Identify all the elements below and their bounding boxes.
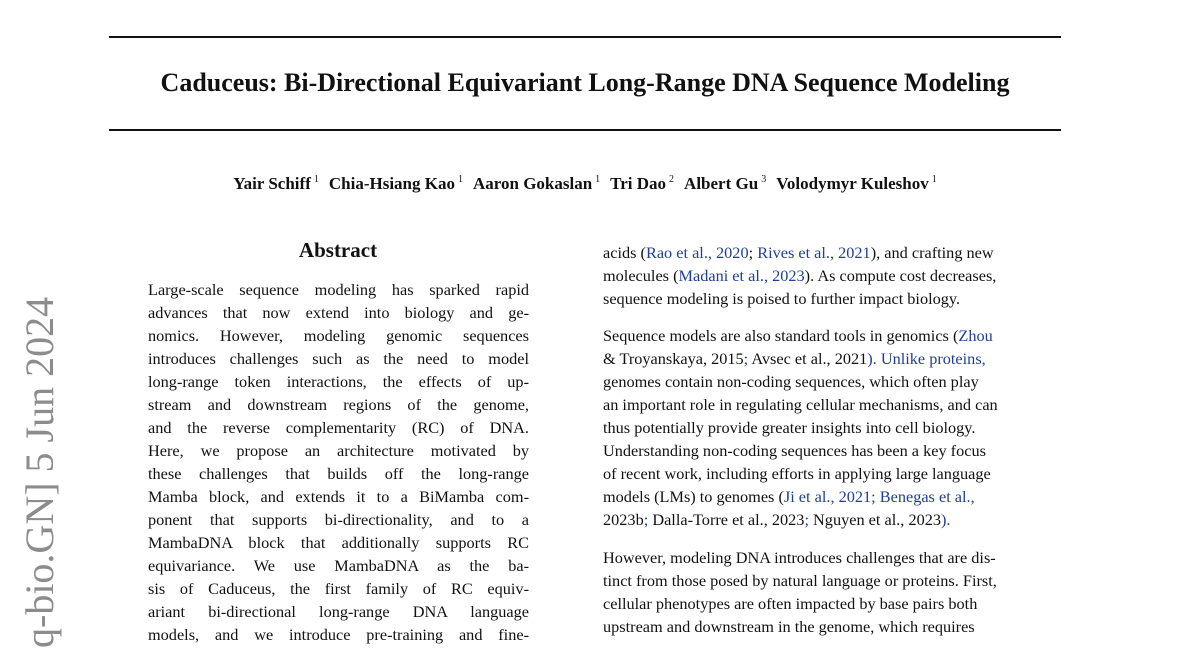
- abstract-line: advances that now extend into biology and ge-: [148, 303, 529, 322]
- abstract-line: MambaDNA block that additionally supports RC: [148, 533, 529, 552]
- title-top-rule: [109, 36, 1061, 38]
- affiliation-marker: 2: [669, 174, 675, 186]
- citation-link[interactable]: Rives et al., 2021: [757, 243, 871, 262]
- text-line: Sequence models are also standard tools in genomics (Zhou: [603, 326, 993, 345]
- text-line: of recent work, including efforts in applying large language: [603, 464, 991, 483]
- author-name: Tri Dao: [610, 174, 667, 193]
- abstract-heading: Abstract: [298, 238, 378, 262]
- paper-title: Caduceus: Bi-Directional Equivariant Long-Range DNA Sequence Modeling: [160, 68, 1010, 97]
- text-line: thus potentially provide greater insights into cell biology.: [603, 418, 976, 437]
- affiliation-marker: 3: [761, 174, 767, 186]
- abstract-line: nomics. However, modeling genomic sequences: [148, 326, 529, 345]
- abstract-line: Large-scale sequence modeling has sparked rapid: [148, 280, 529, 299]
- title-bottom-rule: [109, 129, 1061, 131]
- author-name: Albert Gu: [684, 174, 759, 193]
- text-line: genomes contain non-coding sequences, which often play: [603, 372, 979, 391]
- citation-link[interactable]: ;: [743, 349, 752, 368]
- author: [329, 174, 463, 193]
- affiliation-marker: 1: [457, 174, 463, 186]
- abstract-line: Here, we propose an architecture motivated by: [148, 441, 529, 460]
- abstract-line: stream and downstream regions of the genome,: [148, 395, 529, 414]
- text-line: an important role in regulating cellular mechanisms, and can: [603, 395, 998, 414]
- intro-paragraph-3: [603, 548, 1064, 640]
- text-line: tinct from those posed by natural language or proteins. First,: [603, 571, 997, 590]
- author-name: Yair Schiff: [233, 174, 311, 193]
- abstract-line: ariant bi-directional long-range DNA language: [148, 602, 529, 621]
- text-line: models (LMs) to genomes (Ji et al., 2021; Benegas et al.,: [603, 487, 975, 506]
- citation-link[interactable]: ). Unlike proteins,: [867, 349, 986, 368]
- abstract-line: Mamba block, and extends it to a BiMamba com-: [148, 487, 529, 506]
- citation-link[interactable]: Zhou: [958, 326, 993, 345]
- arxiv-side-stamp: q-bio.GN] 5 Jun 2024: [17, 296, 62, 648]
- citation-link[interactable]: Rao et al., 2020: [645, 243, 749, 262]
- text-line: 2023b; Dalla-Torre et al., 2023; Nguyen et al., 2023).: [603, 510, 951, 529]
- author: [233, 174, 319, 193]
- abstract-line: and the reverse complementarity (RC) of DNA.: [148, 418, 529, 437]
- abstract-body: [148, 280, 529, 648]
- author-list: [0, 174, 1170, 194]
- abstract-line: these challenges that builds off the long-range: [148, 464, 529, 483]
- author-name: Chia-Hsiang Kao: [328, 174, 455, 193]
- citation-link[interactable]: ;: [643, 510, 653, 529]
- author: [473, 174, 600, 193]
- author: [610, 174, 674, 193]
- text-line: However, modeling DNA introduces challenges that are dis-: [603, 548, 996, 567]
- citation-link[interactable]: Ji et al., 2021; Benegas et al.,: [783, 487, 975, 506]
- affiliation-marker: 1: [313, 174, 319, 186]
- text-line: sequence modeling is poised to further impact biology.: [603, 289, 961, 308]
- text-line: Understanding non-coding sequences has been a key focus: [603, 441, 986, 460]
- author: [684, 174, 766, 193]
- citation-link[interactable]: ).: [941, 510, 951, 529]
- abstract-line: ponent that supports bi-directionality, and to a: [148, 510, 529, 529]
- text-line: & Troyanskaya, 2015; Avsec et al., 2021). Unlike proteins,: [603, 349, 986, 368]
- text-line: acids (Rao et al., 2020; Rives et al., 2021), and crafting new: [603, 243, 994, 262]
- text-line: molecules (Madani et al., 2023). As compute cost decreases,: [603, 266, 997, 285]
- intro-paragraph-2: [603, 326, 1064, 533]
- abstract-line: long-range token interactions, the effects of up-: [148, 372, 529, 391]
- affiliation-marker: 1: [595, 174, 601, 186]
- abstract-line: models, and we introduce pre-training and fine-: [148, 625, 529, 644]
- author: [776, 174, 937, 193]
- affiliation-marker: 1: [931, 174, 937, 186]
- intro-paragraph-1: [603, 243, 1064, 312]
- text-line: cellular phenotypes are often impacted by base pairs both: [603, 594, 978, 613]
- text-line: upstream and downstream in the genome, which requires: [603, 617, 975, 636]
- citation-link[interactable]: Madani et al., 2023: [678, 266, 805, 285]
- abstract-line: equivariance. We use MambaDNA as the ba-: [148, 556, 529, 575]
- author-name: Aaron Gokaslan: [472, 174, 593, 193]
- abstract-line: introduces challenges such as the need to model: [148, 349, 529, 368]
- abstract-line: sis of Caduceus, the first family of RC equiv-: [148, 579, 529, 598]
- author-name: Volodymyr Kuleshov: [776, 174, 929, 193]
- citation-link[interactable]: ;: [804, 510, 814, 529]
